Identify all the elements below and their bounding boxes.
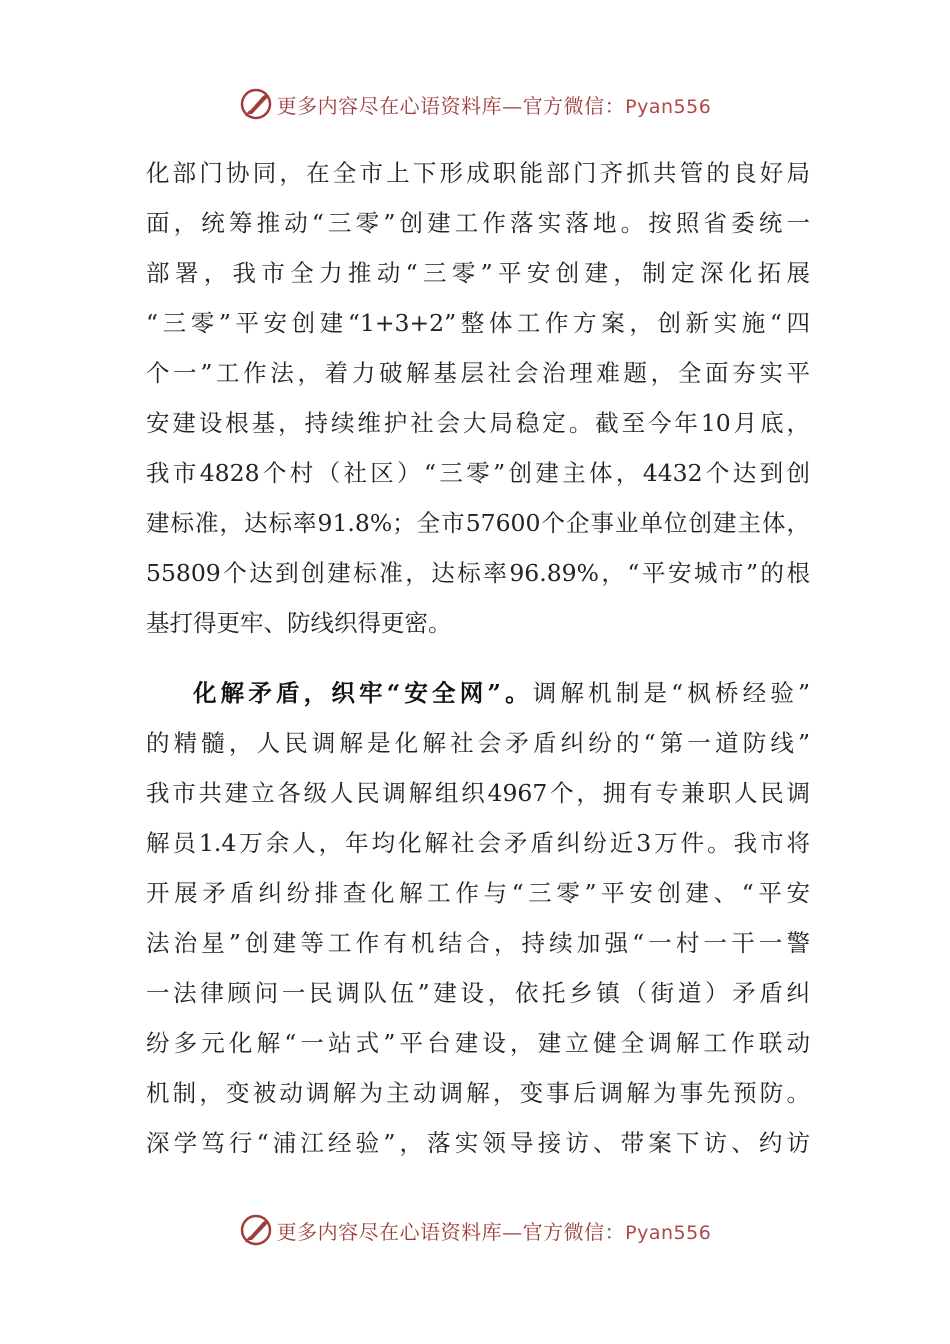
quill-logo-icon [239,87,273,121]
text-line: 深学笃行“浦江经验”，落实领导接访、带案下访、约访 [146,1129,810,1157]
text-line [146,668,810,718]
text-line: 基打得更牢、防线织得更密。 [146,609,452,637]
text-line: 的精髓，人民调解是化解社会矛盾纠纷的“第一道防线” [146,729,810,757]
text-line: 我市4828个村（社区）“三零”创建主体，4432个达到创 [146,459,810,487]
text-line: 一法律顾问一民调队伍”建设，依托乡镇（街道）矛盾纠 [146,979,810,1007]
text-line: 机制，变被动调解为主动调解，变事后调解为事先预防。 [146,1079,810,1107]
text-line: 个一”工作法，着力破解基层社会治理难题，全面夯实平 [146,359,810,387]
footer-text: 更多内容尽在心语资料库—官方微信：Pyan556 [276,1219,712,1244]
text-line: 面，统筹推动“三零”创建工作落实落地。按照省委统一 [146,209,810,237]
header-text: 更多内容尽在心语资料库—官方微信：Pyan556 [276,93,712,118]
text-line: 我市共建立各级人民调解组织4967个，拥有专兼职人民调 [146,779,810,807]
section-heading: 化解矛盾，织牢“安全网”。 [193,679,533,707]
text-line: 化部门协同，在全市上下形成职能部门齐抓共管的良好局 [146,159,810,187]
text-line: 安建设根基，持续维护社会大局稳定。截至今年10月底， [146,409,810,437]
text-line: 开展矛盾纠纷排查化解工作与“三零”平安创建、“平安 [146,879,810,907]
paragraph-2 [146,668,810,1168]
header-watermark [0,84,950,124]
paragraph-1 [146,148,810,648]
text-line: 55809个达到创建标准，达标率96.89%，“平安城市”的根 [146,559,810,587]
quill-logo-icon [239,1213,273,1247]
text-line: 法治星”创建等工作有机结合，持续加强“一村一干一警 [146,929,810,957]
text-line: “三零”平安创建“1+3+2”整体工作方案，创新实施“四 [146,309,810,337]
text-line: 部署，我市全力推动“三零”平安创建，制定深化拓展 [146,259,810,287]
text-line: 纷多元化解“一站式”平台建设，建立健全调解工作联动 [146,1029,810,1057]
footer-watermark [0,1210,950,1250]
heading-rest: 调解机制是“枫桥经验” [532,679,810,707]
text-line: 建标准，达标率91.8%；全市57600个企事业单位创建主体， [146,509,810,537]
text-line: 解员1.4万余人，年均化解社会矛盾纠纷近3万件。我市将 [146,829,810,857]
document-body [146,148,810,1168]
